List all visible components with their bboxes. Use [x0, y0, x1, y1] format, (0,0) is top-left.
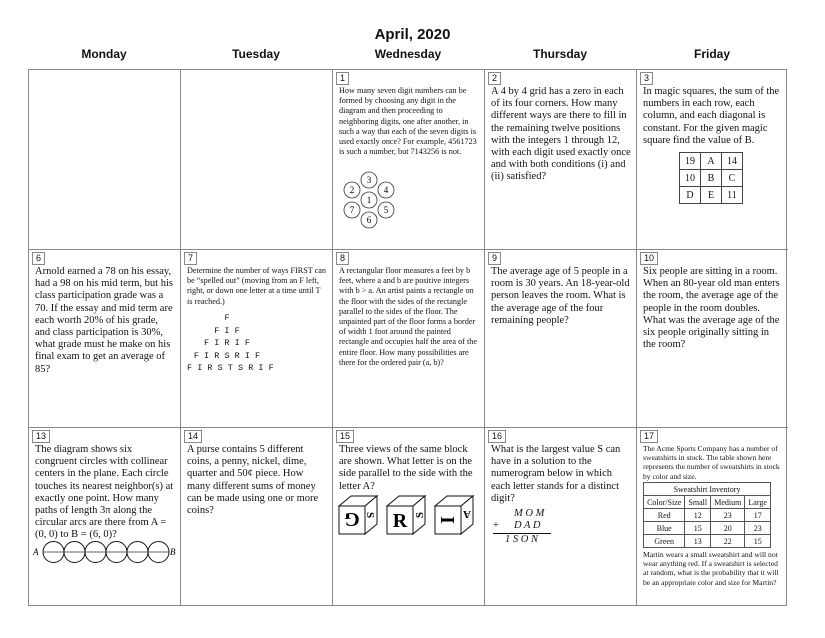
cell-day-14 [181, 428, 333, 605]
magic-square [679, 152, 743, 204]
day-number: 1 [336, 72, 349, 85]
calendar-title: April, 2020 [374, 26, 451, 43]
day-number: 8 [336, 252, 349, 265]
table-cell: 23 [745, 522, 771, 535]
numerogram-line2: D A D [514, 520, 541, 531]
cell-empty-1 [29, 70, 181, 250]
first-triangle [187, 312, 274, 375]
table-cell: Blue [644, 522, 685, 535]
digit-label: 1 [366, 195, 372, 205]
hex-digit-diagram [337, 170, 397, 232]
table-cell: 17 [745, 509, 771, 522]
table-cell: 20 [711, 522, 745, 535]
magic-cell: E [701, 187, 722, 204]
magic-cell: 11 [722, 187, 743, 204]
table-cell: 12 [685, 509, 711, 522]
problem-text: The diagram shows six congruent circles with collinear centers in the plane. Each circle touches its nearest neighbor(s) at exactly one point. How many paths of length 3π along the circular arcs are there from A = (0, 0) to B = (6, 0)? [35, 444, 174, 541]
problem-text: The Acme Sports Company has a number of sweatshirts in stock. The table shown here represents the number of sweatshirts in stock by color and size. [643, 444, 780, 481]
magic-cell: 14 [722, 153, 743, 170]
table-cell: 15 [745, 535, 771, 548]
table-header: Medium [711, 496, 745, 509]
table-header: Large [745, 496, 771, 509]
triangle-row: F [224, 313, 230, 323]
digit-label: 2 [349, 185, 355, 195]
problem-text: A 4 by 4 grid has a zero in each of its four corners. How many different ways are there to fill in the remaining twelve positions with the integers 1 through 12, with each digit used exactly once and with both conditions (i) and (ii) satisfied? [491, 86, 631, 183]
day-number: 14 [184, 430, 202, 443]
day-number: 15 [336, 430, 354, 443]
magic-cell: 10 [680, 170, 701, 187]
weekday-header [28, 47, 787, 65]
magic-cell: A [701, 153, 722, 170]
magic-cell: C [722, 170, 743, 187]
point-a-label: A [33, 547, 39, 557]
table-cell: 13 [685, 535, 711, 548]
magic-cell: 19 [680, 153, 701, 170]
cell-day-9 [485, 250, 637, 428]
problem-text: A purse contains 5 different coins, a penny, nickel, dime, quarter and 50¢ piece. How many different sums of money can be made using one or more coins? [187, 444, 319, 517]
digit-label: 6 [366, 215, 372, 225]
numerogram-line3: 1 S O N [505, 534, 538, 545]
table-header: Color/Size [644, 496, 685, 509]
digit-label: 3 [366, 175, 372, 185]
numerogram-line1: M O M [514, 508, 545, 519]
day-number: 2 [488, 72, 501, 85]
cell-day-1 [333, 70, 485, 250]
digit-label: 5 [383, 205, 389, 215]
day-number: 10 [640, 252, 658, 265]
table-cell: 23 [711, 509, 745, 522]
day-number: 3 [640, 72, 653, 85]
cell-day-10 [637, 250, 788, 428]
day-friday: Friday [693, 47, 730, 61]
problem-text: Three views of the same block are shown. What letter is on the side parallel to the side with the letter A? [339, 444, 473, 492]
magic-cell: D [680, 187, 701, 204]
table-cell: Red [644, 509, 685, 522]
triangle-row: F I F [214, 325, 240, 336]
problem-text: What is the largest value S can have in a solution to the numerogram below in which each letter stands for a distinct digit? [491, 444, 621, 504]
problem-text: The average age of 5 people in a room is 30 years. An 18-year-old person leaves the room. What is the average age of the four remaining people? [491, 266, 630, 326]
problem-text: Determine the number of ways FIRST can be “spelled out” (moving from an F left, right, or down one letter at a time until T is reached.) [187, 266, 327, 306]
day-thursday: Thursday [532, 47, 587, 61]
problem-text: Arnold earned a 78 on his essay, had a 98 on his mid term, but his class participation grade was a 70. If the essay and mid term are each worth 20% of his grade, and class participation is 30%, what grade must he make on his final exam to get an average of 85? [35, 266, 173, 375]
cell-empty-2 [181, 70, 333, 250]
cube-letter: R [392, 510, 408, 532]
cube-letter: A [463, 508, 471, 520]
sweatshirt-inventory-table [643, 482, 771, 548]
magic-cell: B [701, 170, 722, 187]
cube-letter: I [436, 516, 458, 524]
table-row [644, 509, 771, 522]
triangle-row: F I R S R I F [193, 350, 261, 361]
cell-day-7 [181, 250, 333, 428]
cell-day-15 [333, 428, 485, 605]
problem-text: In magic squares, the sum of the numbers in each row, each column, and each diagonal is constant. For the given magic square find the value of B. [643, 86, 780, 146]
day-number: 16 [488, 430, 506, 443]
day-number: 6 [32, 252, 45, 265]
day-number: 13 [32, 430, 50, 443]
table-cell: 15 [685, 522, 711, 535]
six-circles-diagram [33, 540, 179, 566]
day-number: 7 [184, 252, 197, 265]
calendar-grid [28, 69, 787, 606]
point-b-label: B [170, 547, 176, 557]
block-views-diagram [337, 492, 481, 536]
table-caption: Sweatshirt Inventory [644, 483, 771, 496]
day-number: 17 [640, 430, 658, 443]
problem-text: A rectangular floor measures a feet by b feet, where a and b are positive integers with b > a. An artist paints a rectangle on the floor with the sides of the rectangle parallel to the sides of the floor. The unpainted part of the floor forms a border of width 1 foot around the painted rectangle and occupies half the area of the entire floor. How many possibilities are there for the ordered pair (a, b)? [339, 266, 477, 367]
day-wednesday: Wednesday [374, 47, 442, 61]
cell-day-6 [29, 250, 181, 428]
cell-day-17 [637, 428, 788, 605]
cube-letter: S [414, 511, 426, 519]
day-tuesday: Tuesday [232, 47, 280, 61]
cell-day-2 [485, 70, 637, 250]
table-cell: Green [644, 535, 685, 548]
table-header: Small [685, 496, 711, 509]
table-row [644, 535, 771, 548]
cube-letter: S [364, 511, 376, 519]
table-cell: 22 [711, 535, 745, 548]
cell-day-8 [333, 250, 485, 428]
cell-day-13 [29, 428, 181, 605]
digit-label: 7 [349, 205, 355, 215]
triangle-row: F I R S T S R I F [187, 363, 274, 373]
cell-day-3 [637, 70, 788, 250]
day-number: 9 [488, 252, 501, 265]
problem-text: Six people are sitting in a room. When an 80-year old man enters the room, the average age of the people in the room doubles. What was the average age of the six people originally sitting in the room? [643, 266, 780, 351]
digit-label: 4 [383, 185, 389, 195]
numerogram-plus: + [493, 520, 499, 531]
triangle-row: F I R I F [204, 338, 250, 348]
day-monday: Monday [81, 47, 127, 61]
problem-text: How many seven digit numbers can be formed by choosing any digit in the diagram and then proceeding to neighboring digits, one after another, in such a way that each of the seven digits is used exactly once? For example, 4561723 is such a number, but 7143256 is not. [339, 86, 477, 157]
cell-day-16 [485, 428, 637, 605]
table-row [644, 522, 771, 535]
cube-letter: G [344, 508, 360, 530]
problem-text-continued: Martin wears a small sweatshirt and will not wear anything red. If a sweatshirt is selected at random, what is the probability that it will be an appropriate color and size for Martin? [643, 550, 779, 587]
